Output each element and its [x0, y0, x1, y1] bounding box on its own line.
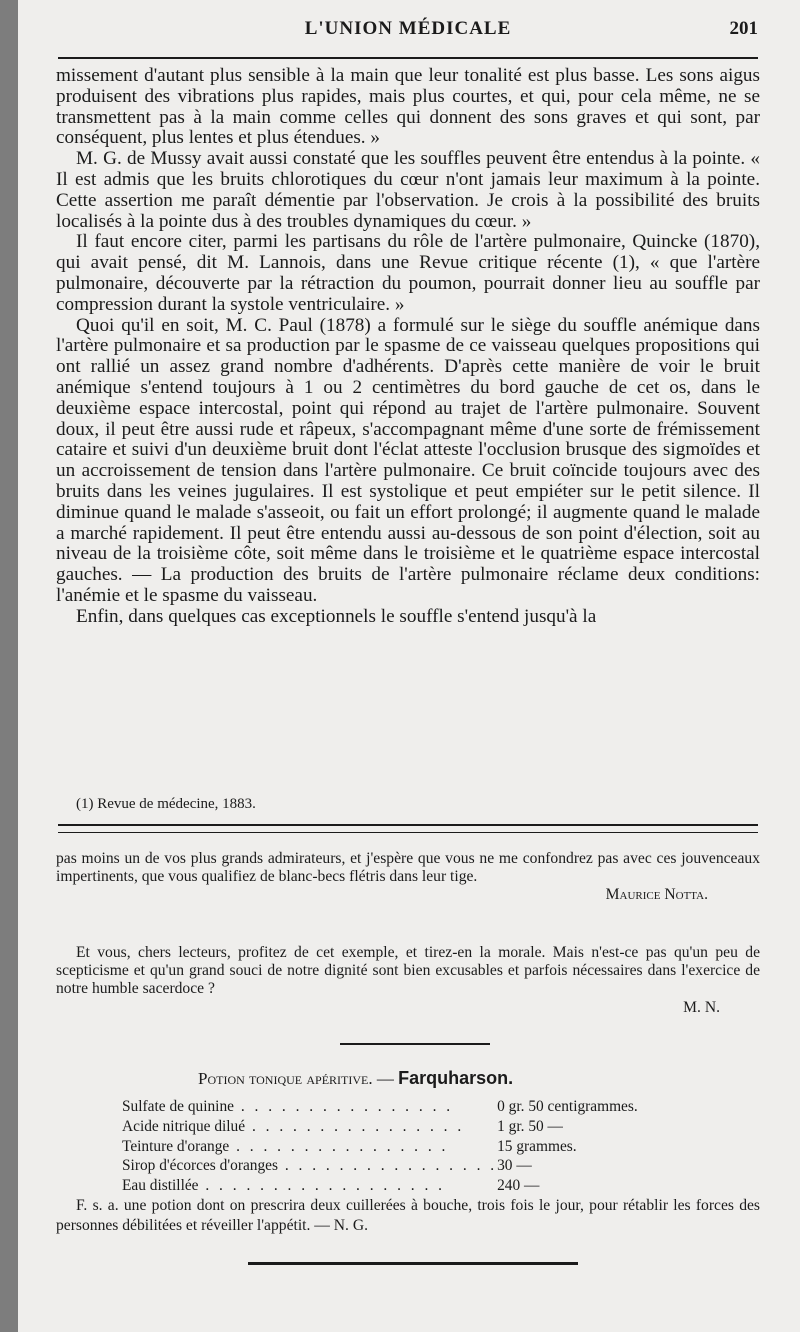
article-paragraph: missement d'autant plus sensible à la main que leur tonalité est plus basse. Les sons aigus produisent des vibrations plus rapides, mais plus courtes, et qui, pour cela même, ne se transmettent pas à la main comme celles qui donnent des sons graves et qui sont, par conséquent, plus lentes et plus étendues. »	[56, 65, 760, 149]
leader-dots: . . . . . . . . . . . . . . . . . .	[198, 1177, 446, 1195]
feuilleton-paragraph: pas moins un de vos plus grands admirateurs, et j'espère que vous ne me confondrez pas avec ces jouvenceaux impertinents, que vous qualifiez de blanc-becs flétris dans leur tige.	[56, 850, 760, 886]
article-paragraph: Enfin, dans quelques cas exceptionnels le souffle s'entend jusqu'à la	[76, 605, 597, 627]
ingredient-name: Teinture d'orange	[122, 1137, 230, 1155]
ingredient-row	[122, 1156, 697, 1176]
leader-dots: . . . . . . . . . . . . . . . .	[277, 1157, 498, 1175]
article-paragraph: Quoi qu'il en soit, M. C. Paul (1878) a formulé sur le siège du souffle anémique dans l'artère pulmonaire et sa production par le spasme de ce vaisseau quelques propositions qui ont rallié un assez grand nombre d'adhérents. D'après cette manière de voir le bruit anémique s'entend toujours à 1 ou 2 centimètres du bord gauche de cet os, dans le deuxième espace intercostal, point qui répond au trajet de l'artère pulmonaire. Souvent doux, il peut être aussi rude et râpeux, s'accompagnant même d'une sorte de frémissement cataire et suivi d'un deuxième bruit dont l'éclat atteste l'occlusion brusque des sigmoïdes et un accroissement de tension dans l'artère pulmonaire. Ce bruit coïncide toujours avec des bruits dans les veines jugulaires. Il est systolique et peut empiéter sur le petit silence. Il diminue quand le malade s'asseoit, ou fait un effort prolongé; il augmente quand le malade a marché rapidement. Il peut être entendu aussi au-dessous de son point d'élection, soit au niveau de la troisième côte, soit même dans le troisième et le quatrième espace intercostal gauches. — La production des bruits de l'artère pulmonaire réclame deux conditions: l'anémie et le spasme du vaisseau.	[56, 314, 760, 606]
feuilleton-rule-bottom	[58, 832, 758, 833]
ingredient-qty: 240 —	[497, 1177, 540, 1195]
article-paragraph: M. G. de Mussy avait aussi constaté que les souffles peuvent être entendus à la pointe. « Il est admis que les bruits chlorotiques du cœur n'ont jamais leur maximum à la pointe. Cette assertion me paraît démentie par l'observation. Je crois à la possibilité des bruits localisés à la pointe dus à des troubles dynamiques du cœur. »	[56, 148, 760, 232]
ingredient-row	[122, 1137, 697, 1157]
ingredient-name: Sulfate de quinine	[122, 1098, 234, 1115]
page	[18, 0, 800, 1332]
leader-dots: . . . . . . . . . . . . . . . .	[245, 1117, 465, 1135]
closing-paragraph: Et vous, chers lecteurs, profitez de cet exemple, et tirez-en la morale. Mais n'est-ce pas qu'un peu de scepticisme et qu'un grand souci de notre dignité sont bien excusables et parfois nécessaires dans l'exercice de notre humble sacerdoce ?	[56, 944, 760, 998]
initials: M. N.	[683, 998, 720, 1016]
signature: Maurice Notta.	[605, 886, 708, 904]
journal-title: L'UNION MÉDICALE	[304, 18, 512, 39]
closing-note	[56, 944, 760, 1017]
ingredient-qty: 30 —	[497, 1157, 532, 1175]
ingredient-table	[122, 1097, 697, 1196]
ingredient-name: Acide nitrique dilué	[122, 1117, 246, 1135]
leader-dots: . . . . . . . . . . . . . . . .	[229, 1137, 449, 1155]
ingredient-qty: 15 grammes.	[497, 1137, 577, 1155]
recipe-title	[198, 1068, 513, 1089]
recipe-author: Farquharson.	[398, 1068, 514, 1088]
ingredient-qty: 0 gr. 50 centigrammes.	[497, 1098, 638, 1115]
feuilleton-rule-top	[58, 824, 758, 826]
feuilleton-text	[56, 850, 760, 905]
bottom-divider	[248, 1262, 578, 1265]
ingredient-row	[122, 1117, 697, 1137]
header-rule	[58, 57, 758, 59]
article-paragraph: Il faut encore citer, parmi les partisans du rôle de l'artère pulmonaire, Quincke (1870), qui avait pensé, dit M. Lannois, dans une Revue critique récente (1), « que l'artère pulmonaire, découverte par la rétraction du poumon, pourrait donner lieu au souffle par compression durant la systole ventriculaire. »	[56, 231, 760, 315]
ingredient-row	[122, 1097, 697, 1117]
recipe-dash: —	[376, 1069, 394, 1088]
recipe-name: Potion tonique apéritive.	[198, 1069, 373, 1088]
footnote: (1) Revue de médecine, 1883.	[76, 796, 256, 812]
page-number: 201	[729, 18, 758, 39]
ingredient-row	[122, 1176, 697, 1196]
article-body	[56, 66, 760, 628]
leader-dots: . . . . . . . . . . . . . . . .	[233, 1098, 454, 1115]
instructions-paragraph: F. s. a. une potion dont on prescrira deux cuillerées à bouche, trois fois le jour, pour rétablir les forces des personnes débilitées et réveiller l'appétit. — N. G.	[56, 1197, 760, 1234]
running-header	[58, 18, 758, 48]
recipe-instructions	[56, 1196, 760, 1236]
section-divider	[340, 1043, 490, 1045]
ingredient-name: Sirop d'écorces d'oranges	[122, 1157, 278, 1175]
ingredient-qty: 1 gr. 50 —	[497, 1117, 563, 1135]
ingredient-name: Eau distillée	[122, 1177, 199, 1195]
